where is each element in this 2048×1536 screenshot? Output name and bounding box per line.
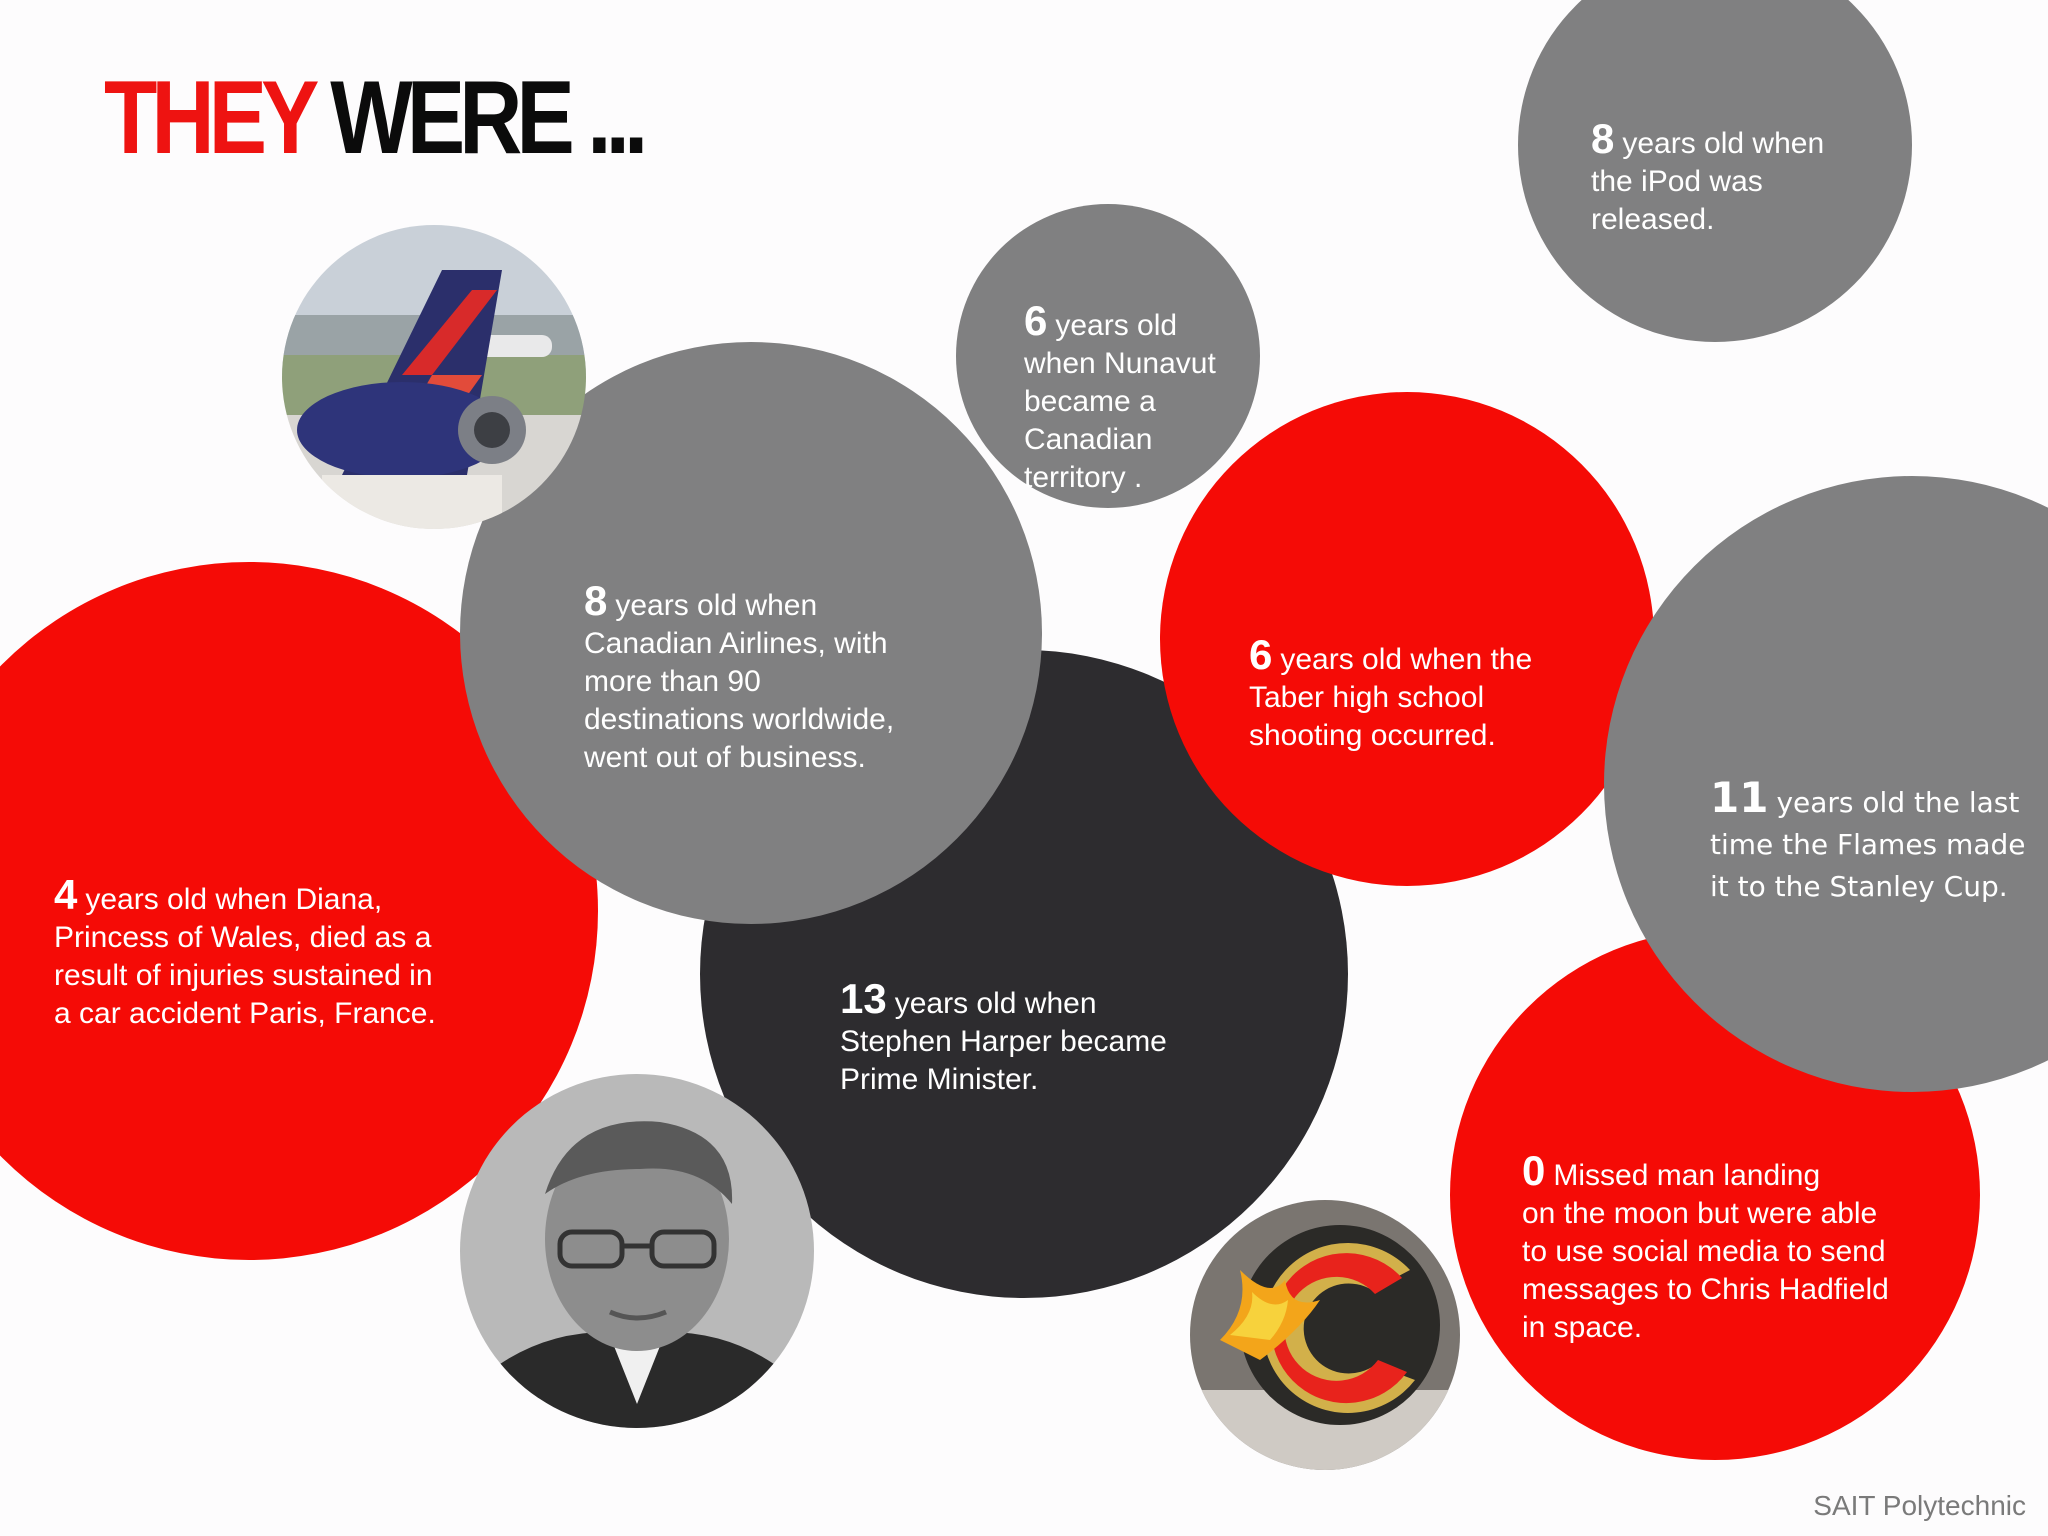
fact-number: 6 [1024,297,1048,344]
fact-number: 8 [584,577,608,624]
footer-brand: SAIT Polytechnic [1813,1490,2026,1521]
harper-photo [460,1074,814,1428]
fact-taber [1249,598,1532,755]
fact-text: Missed man landing on the moon but were able to use social media to send messages to Chris Hadfield in space. [1522,1159,1889,1344]
fact-harper [840,942,1167,1099]
fact-number: 8 [1591,115,1615,162]
fact-number: 13 [840,975,887,1022]
fact-text: years old when Stephen Harper became Prime Minister. [840,987,1167,1096]
fact-number: 4 [54,871,78,918]
fact-nunavut [1024,264,1216,497]
fact-text: years old when Canadian Airlines, with more than 90 destinations worldwide, went out of business. [584,589,895,774]
fact-number: 11 [1710,773,1769,822]
airplane-tail-icon [282,225,586,529]
fact-number: 6 [1249,631,1273,678]
fact-canadian-airlines [584,544,894,777]
flames-logo-icon [1190,1200,1460,1470]
title-word-they: THEY [104,60,312,176]
fact-diana [54,838,436,1033]
page-title [104,60,643,176]
fact-text: years old when the iPod was released. [1591,127,1825,236]
fact-text: years old the last time the Flames made it to the Stanley Cup. [1710,786,2026,903]
fact-hadfield [1522,1114,1889,1347]
fact-text: years old when Nunavut became a Canadian territory . [1024,309,1216,494]
person-portrait-icon [460,1074,814,1428]
fact-number: 0 [1522,1147,1546,1194]
flames-logo-photo [1190,1200,1460,1470]
fact-text: years old when the Taber high school shooting occurred. [1249,643,1533,752]
airplane-photo [282,225,586,529]
fact-text: years old when Diana, Princess of Wales, died as a result of injuries sustained in a car accident Paris, France. [54,883,436,1030]
fact-ipod [1591,82,1824,239]
fact-flames [1710,735,2025,908]
title-word-were: WERE ... [330,60,643,176]
